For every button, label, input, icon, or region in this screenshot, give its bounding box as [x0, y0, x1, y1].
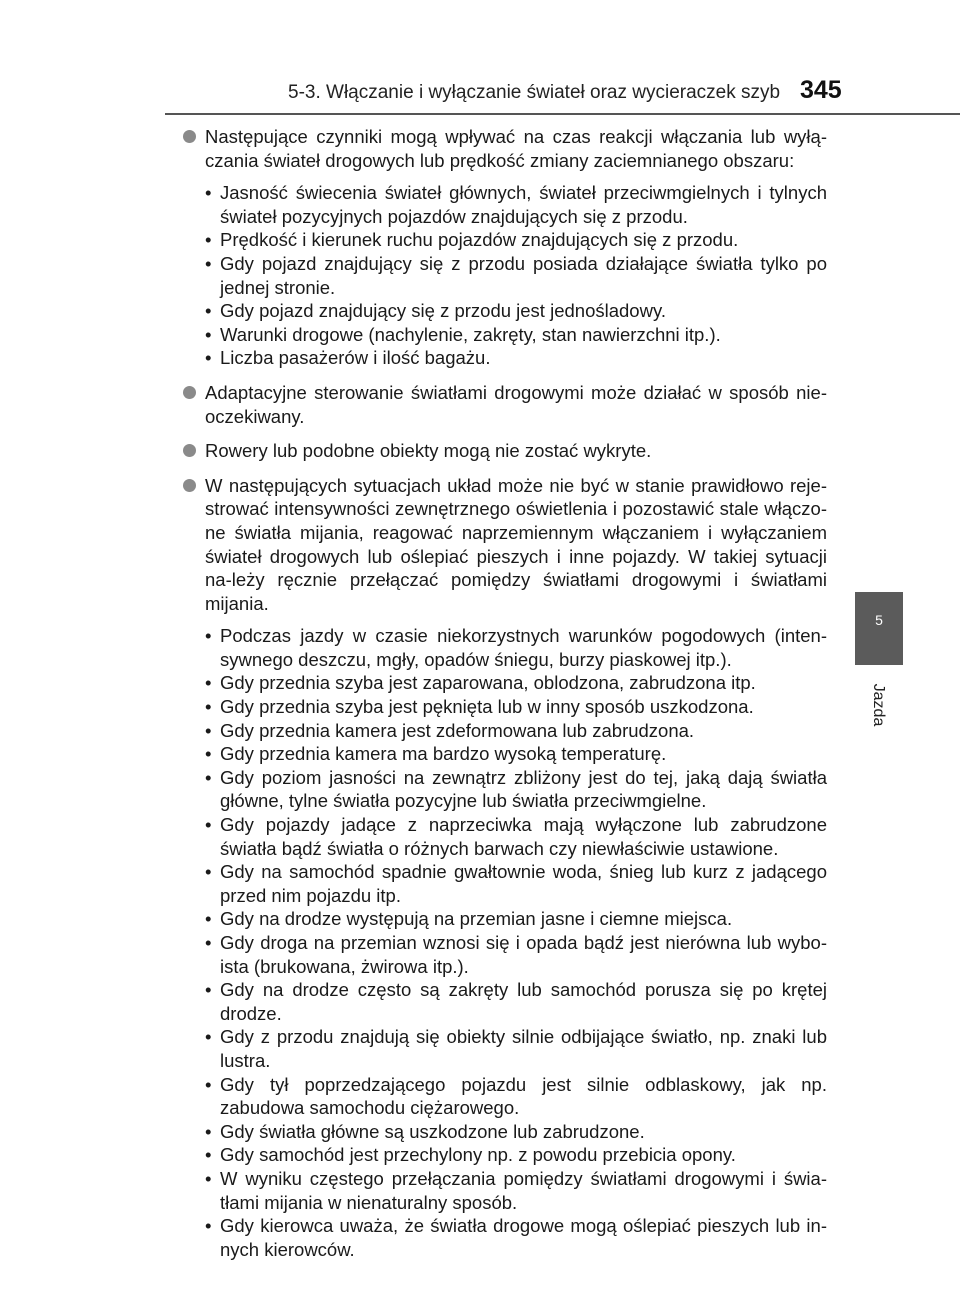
section-item: [183, 125, 827, 370]
bullet-dot: •: [205, 743, 212, 765]
list-item: [205, 978, 827, 1025]
list-item: [205, 931, 827, 978]
bullet-dot: •: [205, 719, 212, 741]
section-text: Rowery lub podobne obiekty mogą nie zostać wykryte.: [205, 440, 652, 462]
list-item: [205, 907, 827, 931]
sub-list: [205, 181, 827, 370]
list-item-text: Gdy droga na przemian wznosi się i opada bądź jest nierówna lub wybo-ista (brukowana, żwirowa itp.).: [220, 932, 827, 977]
bullet-dot: •: [205, 252, 212, 274]
list-item: [205, 1167, 827, 1214]
list-item-text: Gdy kierowca uważa, że światła drogowe mogą oślepiać pieszych lub in-nych kierowców.: [220, 1215, 827, 1260]
chapter-tab: [855, 592, 903, 665]
bullet-circle-icon: [183, 444, 196, 457]
bullet-dot: •: [205, 1073, 212, 1095]
bullet-circle-icon: [183, 130, 196, 143]
bullet-dot: •: [205, 672, 212, 694]
bullet-dot: •: [205, 347, 212, 369]
list-item-text: Warunki drogowe (nachylenie, zakręty, stan nawierzchni itp.).: [220, 323, 721, 345]
bullet-dot: •: [205, 229, 212, 251]
section-text: Następujące czynniki mogą wpływać na czas reakcji włączania lub wyłą-czania świateł drogowych lub prędkość zmiany zaciemnianego obszaru:: [205, 126, 827, 171]
list-item: [205, 860, 827, 907]
bullet-dot: •: [205, 932, 212, 953]
list-item-text: Gdy na drodze występują na przemian jasne i ciemne miejsca.: [220, 908, 733, 930]
list-item: [205, 624, 827, 671]
bullet-dot: •: [205, 300, 212, 322]
list-item-text: Gdy na samochód spadnie gwałtownie woda, śnieg lub kurz z jadącego przed nim pojazdu itp.: [220, 861, 827, 906]
bullet-dot: •: [205, 625, 212, 647]
list-item-text: Prędkość i kierunek ruchu pojazdów znajdujących się z przodu.: [220, 229, 739, 251]
list-item-text: Gdy pojazd znajdujący się z przodu posiada działające światła tylko po jednej stronie.: [220, 252, 827, 298]
list-item-text: Gdy pojazdy jadące z naprzeciwka mają wyłączone lub zabrudzone światła bądź światła o różnych barwach czy niewłaściwie ustawione.: [220, 814, 827, 859]
list-item-text: Gdy tył poprzedzającego pojazdu jest silnie odblaskowy, jak np. zabudowa samochodu ciężarowego.: [220, 1073, 827, 1119]
list-item-text: Jasność świecenia świateł głównych, świateł przeciwmgielnych i tylnych świateł pozycyjnych pojazdów znajdujących się z przodu.: [220, 182, 827, 227]
bullet-dot: •: [205, 979, 212, 1001]
list-item: [205, 1143, 827, 1167]
list-item: [205, 1214, 827, 1261]
list-item: [205, 228, 827, 252]
list-item: [205, 1025, 827, 1072]
list-item: [205, 346, 827, 370]
list-item-text: Gdy przednia kamera jest zdeformowana lub zabrudzona.: [220, 719, 695, 741]
bullet-dot: •: [205, 182, 212, 204]
list-item: [205, 742, 827, 766]
list-item-text: Gdy z przodu znajdują się obiekty silnie odbijające światło, np. znaki lub lustra.: [220, 1026, 827, 1071]
list-item: [205, 671, 827, 695]
header-divider: [165, 113, 960, 115]
list-item-text: Liczba pasażerów i ilość bagażu.: [220, 347, 491, 369]
bullet-dot: •: [205, 1167, 212, 1189]
bullet-dot: •: [205, 766, 212, 788]
list-item-text: W wyniku częstego przełączania pomiędzy światłami drogowymi i świa-tłami mijania w nienaturalny sposób.: [220, 1167, 827, 1213]
list-item-text: Podczas jazdy w czasie niekorzystnych warunków pogodowych (inten-sywnego deszczu, mgły, opadów śniegu, burzy piaskowej itp.).: [220, 625, 827, 670]
section-text: W następujących sytuacjach układ może nie być w stanie prawidłowo reje-strować intensywności zewnętrznego oświetlenia i pozostawić stale włączo-ne światła mijania, reagować naprzemiennym włączaniem i wyłączaniem świateł drogowych lub oślepiać pieszych i inne pojazdy. W takiej sytuacji na-leży ręcznie przełączać pomiędzy światłami drogowymi i światłami mijania.: [205, 474, 827, 614]
page-content: [183, 125, 827, 1261]
bullet-dot: •: [205, 861, 212, 883]
bullet-dot: •: [205, 1120, 212, 1142]
section-item: [183, 381, 827, 428]
bullet-dot: •: [205, 1215, 212, 1237]
list-item: [205, 299, 827, 323]
list-item: [205, 1073, 827, 1120]
list-item: [205, 695, 827, 719]
section-item: [183, 474, 827, 1262]
bullet-dot: •: [205, 1026, 212, 1048]
bullet-circle-icon: [183, 386, 196, 399]
bullet-dot: •: [205, 908, 212, 930]
page-number: 345: [800, 76, 842, 104]
list-item-text: Gdy poziom jasności na zewnątrz zbliżony jest do tej, jaką dają światła główne, tylne światła pozycyjne lub światła przeciwmgielne.: [220, 766, 827, 812]
bullet-dot: •: [205, 323, 212, 345]
section-title: 5-3. Włączanie i wyłączanie świateł oraz wycieraczek szyb: [288, 82, 781, 103]
list-item-text: Gdy na drodze często są zakręty lub samochód porusza się po krętej drodze.: [220, 979, 827, 1024]
list-item: [205, 766, 827, 813]
list-item: [205, 813, 827, 860]
list-item-text: Gdy pojazd znajdujący się z przodu jest jednośladowy.: [220, 300, 666, 322]
section-item: [183, 439, 827, 463]
list-item: [205, 323, 827, 347]
list-item: [205, 181, 827, 228]
list-item: [205, 1120, 827, 1144]
list-item: [205, 719, 827, 743]
list-item: [205, 252, 827, 299]
page-header: [0, 0, 960, 120]
bullet-dot: •: [205, 814, 212, 836]
list-item-text: Gdy przednia szyba jest pęknięta lub w inny sposób uszkodzona.: [220, 696, 754, 718]
chapter-label: Jazda: [870, 683, 887, 727]
sub-list: [205, 624, 827, 1261]
list-item-text: Gdy samochód jest przechylony np. z powodu przebicia opony.: [220, 1144, 736, 1166]
chapter-number: 5: [875, 612, 883, 628]
bullet-circle-icon: [183, 479, 196, 492]
bullet-dot: •: [205, 1144, 212, 1166]
list-item-text: Gdy światła główne są uszkodzone lub zabrudzone.: [220, 1120, 645, 1142]
list-item-text: Gdy przednia szyba jest zaparowana, oblodzona, zabrudzona itp.: [220, 672, 756, 694]
list-item-text: Gdy przednia kamera ma bardzo wysoką temperaturę.: [220, 743, 667, 765]
bullet-dot: •: [205, 696, 212, 718]
section-text: Adaptacyjne sterowanie światłami drogowymi może działać w sposób nie-oczekiwany.: [205, 381, 827, 427]
